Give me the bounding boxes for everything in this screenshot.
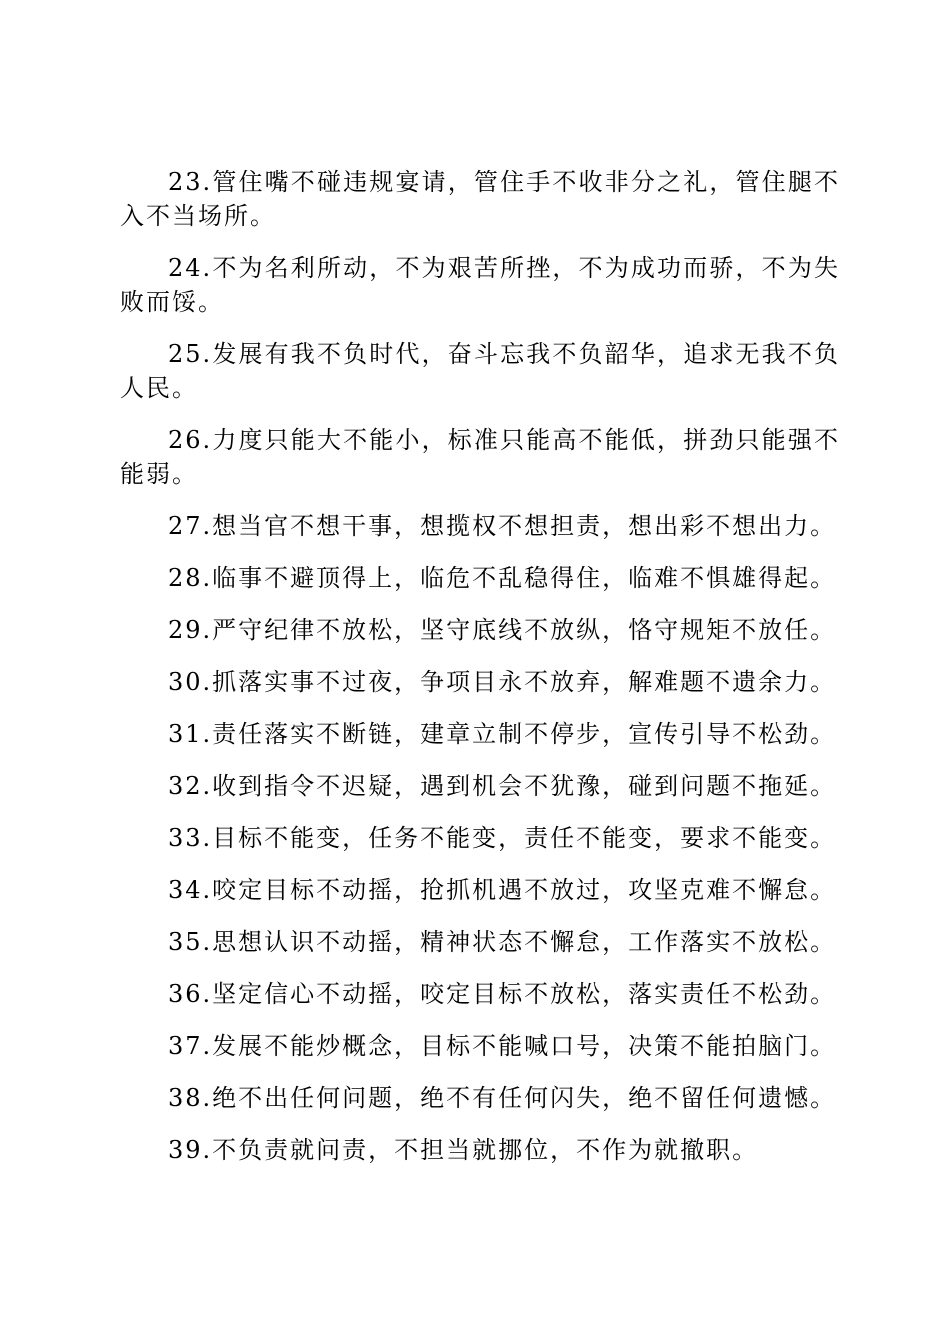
list-item: 36.坚定信心不动摇，咬定目标不放松，落实责任不松劲。 [168,980,837,1008]
list-item: 25.发展有我不负时代，奋斗忘我不负韶华，追求无我不负人民。 [120,340,840,402]
list-item: 31.责任落实不断链，建章立制不停步，宣传引导不松劲。 [168,720,837,748]
list-item: 28.临事不避顶得上，临危不乱稳得住，临难不惧雄得起。 [168,564,837,592]
list-item: 24.不为名利所动，不为艰苦所挫，不为成功而骄，不为失败而馁。 [120,254,840,316]
list-item: 34.咬定目标不动摇，抢抓机遇不放过，攻坚克难不懈怠。 [168,876,837,904]
list-item: 27.想当官不想干事，想揽权不想担责，想出彩不想出力。 [168,512,837,540]
list-item: 39.不负责就问责，不担当就挪位，不作为就撤职。 [168,1136,759,1164]
list-item: 32.收到指令不迟疑，遇到机会不犹豫，碰到问题不拖延。 [168,772,837,800]
list-item: 30.抓落实事不过夜，争项目永不放弃，解难题不遗余力。 [168,668,837,696]
list-item: 35.思想认识不动摇，精神状态不懈怠，工作落实不放松。 [168,928,837,956]
list-item: 37.发展不能炒概念，目标不能喊口号，决策不能拍脑门。 [168,1032,837,1060]
document-body [120,165,840,1185]
list-item: 29.严守纪律不放松，坚守底线不放纵，恪守规矩不放任。 [168,616,837,644]
list-item: 33.目标不能变，任务不能变，责任不能变，要求不能变。 [168,824,837,852]
list-item: 26.力度只能大不能小，标准只能高不能低，拼劲只能强不能弱。 [120,426,840,488]
list-item: 23.管住嘴不碰违规宴请，管住手不收非分之礼，管住腿不入不当场所。 [120,168,840,230]
list-item: 38.绝不出任何问题，绝不有任何闪失，绝不留任何遗憾。 [168,1084,837,1112]
